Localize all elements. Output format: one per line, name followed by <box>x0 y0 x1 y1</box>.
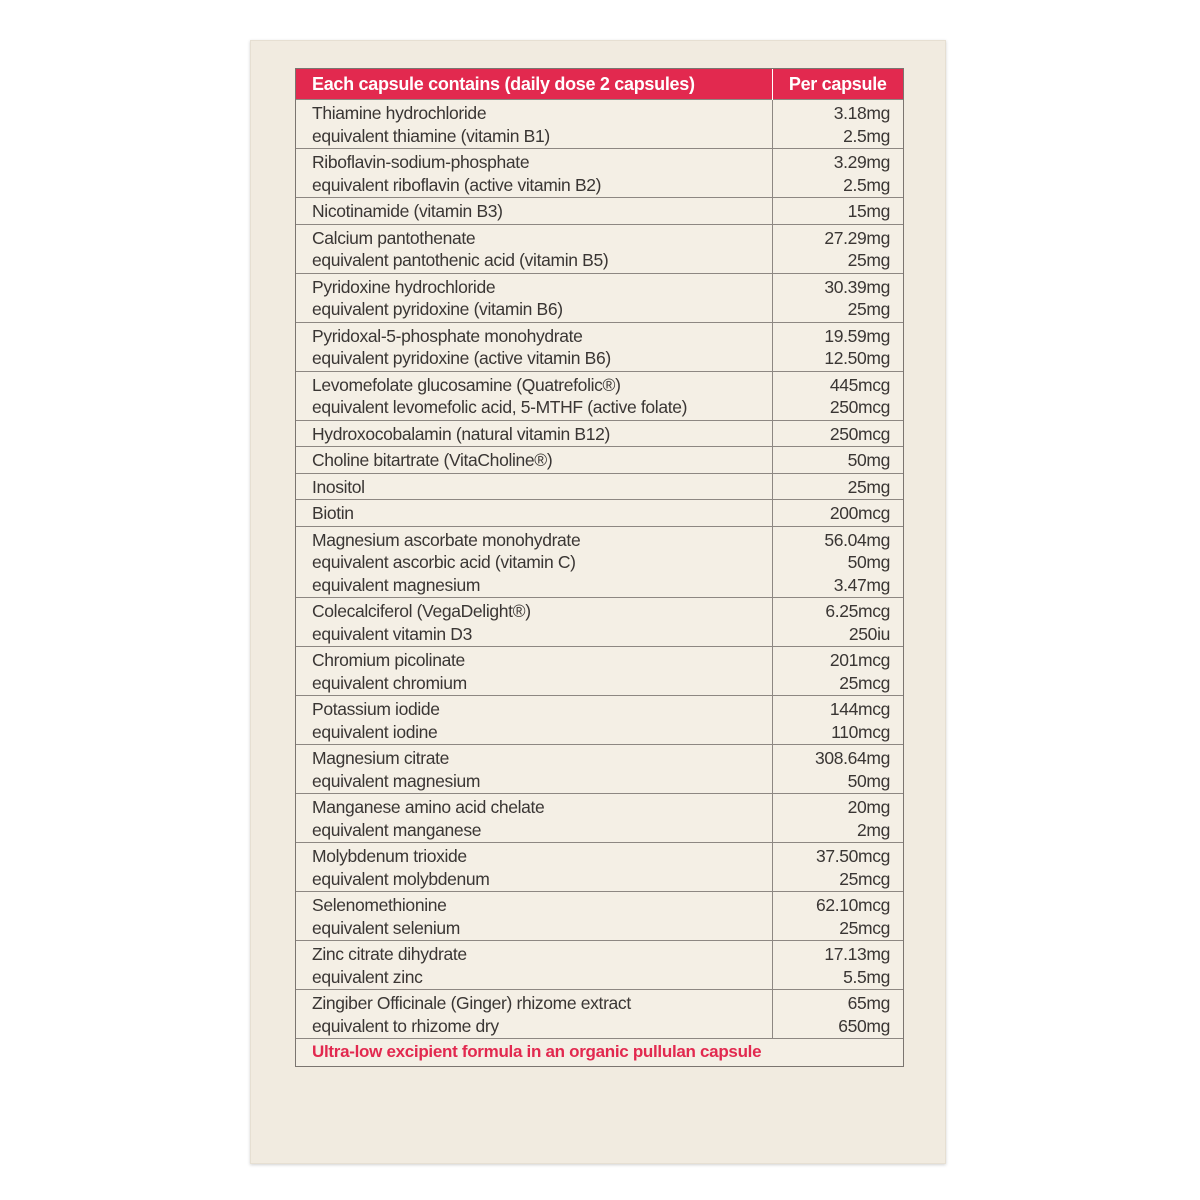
ingredient-name: Levomefolate glucosamine (Quatrefolic®) <box>312 374 621 395</box>
amount-value: 56.04mg <box>824 529 890 550</box>
table-row <box>296 273 903 322</box>
amount-value: 25mg <box>847 299 890 319</box>
amount-value: 50mg <box>847 552 890 572</box>
table-row <box>296 794 903 843</box>
ingredient-equivalent: equivalent magnesium <box>312 574 481 595</box>
amount-value: 200mcg <box>829 503 890 523</box>
ingredient-equivalent: equivalent pyridoxine (vitamin B6) <box>312 299 563 319</box>
table-row <box>296 892 903 941</box>
amount-cell <box>772 500 903 527</box>
ingredient-cell <box>296 696 772 745</box>
ingredient-cell <box>296 598 772 647</box>
ingredient-name: Pyridoxine hydrochloride <box>312 276 496 297</box>
label-panel <box>250 40 946 1164</box>
table-row <box>296 990 903 1039</box>
ingredient-name: Choline bitartrate (VitaCholine®) <box>312 450 553 470</box>
ingredient-cell <box>296 647 772 696</box>
table-row <box>296 447 903 474</box>
amount-cell <box>772 696 903 745</box>
amount-value: 25mcg <box>839 917 890 938</box>
ingredient-name: Biotin <box>312 503 354 523</box>
amount-value: 650mg <box>838 1015 890 1036</box>
ingredient-equivalent: equivalent pantothenic acid (vitamin B5) <box>312 250 609 270</box>
ingredient-name: Riboflavin-sodium-phosphate <box>312 152 530 172</box>
amount-value: 2mg <box>857 819 890 840</box>
table-row <box>296 473 903 500</box>
amount-value: 25mg <box>847 476 890 497</box>
ingredient-name: Zingiber Officinale (Ginger) rhizome extract <box>312 993 631 1013</box>
ingredient-name: Potassium iodide <box>312 699 440 719</box>
ingredient-equivalent: equivalent chromium <box>312 672 467 693</box>
amount-cell <box>772 843 903 892</box>
amount-value: 17.13mg <box>824 944 890 964</box>
ingredient-equivalent: equivalent levomefolic acid, 5-MTHF (active folate) <box>312 397 688 417</box>
ingredient-name: Colecalciferol (VegaDelight®) <box>312 601 531 621</box>
table-row <box>296 100 903 149</box>
ingredient-equivalent: equivalent zinc <box>312 966 423 987</box>
table-row <box>296 420 903 447</box>
ingredient-name: Nicotinamide (vitamin B3) <box>312 201 503 221</box>
ingredient-cell <box>296 892 772 941</box>
table-row <box>296 371 903 420</box>
ingredient-name: Molybdenum trioxide <box>312 846 467 866</box>
ingredient-name: Pyridoxal-5-phosphate monohydrate <box>312 325 583 346</box>
amount-value: 25mcg <box>839 672 890 693</box>
ingredient-cell <box>296 224 772 273</box>
ingredient-cell <box>296 500 772 527</box>
amount-cell <box>772 473 903 500</box>
amount-value: 250mcg <box>829 423 890 444</box>
ingredient-name: Hydroxocobalamin (natural vitamin B12) <box>312 423 610 444</box>
table-row <box>296 647 903 696</box>
ingredient-cell <box>296 941 772 990</box>
amount-value: 445mcg <box>829 374 890 395</box>
table-row <box>296 500 903 527</box>
amount-cell <box>772 990 903 1039</box>
ingredient-name: Magnesium citrate <box>312 748 450 768</box>
amount-value: 12.50mg <box>824 348 890 368</box>
amount-cell <box>772 371 903 420</box>
amount-value: 20mg <box>847 797 890 817</box>
amount-cell <box>772 447 903 474</box>
ingredient-equivalent: equivalent magnesium <box>312 770 481 791</box>
amount-cell <box>772 224 903 273</box>
ingredient-equivalent: equivalent vitamin D3 <box>312 623 472 644</box>
ingredient-name: Magnesium ascorbate monohydrate <box>312 529 581 550</box>
ingredient-cell <box>296 794 772 843</box>
amount-value: 250iu <box>848 623 890 644</box>
header-per-capsule: Per capsule <box>772 69 903 100</box>
amount-cell <box>772 149 903 198</box>
table-row <box>296 696 903 745</box>
ingredient-cell <box>296 745 772 794</box>
amount-value: 201mcg <box>829 650 890 670</box>
table-footer <box>296 1039 903 1067</box>
ingredient-name: Chromium picolinate <box>312 650 465 670</box>
amount-value: 2.5mg <box>843 174 890 195</box>
ingredient-equivalent: equivalent selenium <box>312 917 461 938</box>
ingredient-cell <box>296 371 772 420</box>
amount-cell <box>772 526 903 598</box>
amount-value: 6.25mcg <box>825 601 890 621</box>
amount-cell <box>772 100 903 149</box>
amount-value: 3.29mg <box>833 152 890 172</box>
table-header <box>296 69 903 100</box>
ingredient-name: Zinc citrate dihydrate <box>312 944 467 964</box>
table-row <box>296 198 903 225</box>
table-body <box>296 100 903 1039</box>
table-row <box>296 745 903 794</box>
amount-value: 15mg <box>847 201 890 221</box>
ingredient-cell <box>296 473 772 500</box>
ingredient-equivalent: equivalent to rhizome dry <box>312 1015 499 1036</box>
ingredient-cell <box>296 420 772 447</box>
ingredient-cell <box>296 843 772 892</box>
header-row <box>296 69 903 100</box>
ingredient-equivalent: equivalent molybdenum <box>312 868 490 889</box>
ingredient-equivalent: equivalent ascorbic acid (vitamin C) <box>312 552 576 572</box>
amount-value: 308.64mg <box>814 748 890 768</box>
amount-value: 25mg <box>847 250 890 270</box>
excipient-note: Ultra-low excipient formula in an organic pullulan capsule <box>296 1039 903 1067</box>
amount-cell <box>772 745 903 794</box>
amount-value: 50mg <box>847 450 890 470</box>
ingredient-name: Thiamine hydrochloride <box>312 103 487 123</box>
amount-cell <box>772 420 903 447</box>
table-row <box>296 941 903 990</box>
ingredient-cell <box>296 526 772 598</box>
amount-value: 50mg <box>847 770 890 791</box>
table-row <box>296 322 903 371</box>
amount-value: 27.29mg <box>824 227 890 248</box>
amount-value: 5.5mg <box>843 966 890 987</box>
amount-cell <box>772 198 903 225</box>
amount-value: 19.59mg <box>824 325 890 346</box>
amount-value: 25mcg <box>839 868 890 889</box>
ingredient-name: Inositol <box>312 476 365 497</box>
ingredient-equivalent: equivalent pyridoxine (active vitamin B6) <box>312 348 611 368</box>
table-row <box>296 526 903 598</box>
ingredient-cell <box>296 100 772 149</box>
ingredients-table <box>296 69 903 1066</box>
amount-cell <box>772 598 903 647</box>
ingredient-cell <box>296 990 772 1039</box>
amount-value: 30.39mg <box>824 276 890 297</box>
table-row <box>296 598 903 647</box>
ingredient-equivalent: equivalent manganese <box>312 819 482 840</box>
ingredient-cell <box>296 322 772 371</box>
amount-value: 37.50mcg <box>815 846 890 866</box>
nutrition-table-frame <box>295 68 904 1067</box>
ingredient-cell <box>296 273 772 322</box>
footer-row <box>296 1039 903 1067</box>
amount-value: 250mcg <box>829 397 890 417</box>
amount-cell <box>772 322 903 371</box>
table-row <box>296 843 903 892</box>
header-ingredient: Each capsule contains (daily dose 2 capsules) <box>296 69 772 100</box>
ingredient-cell <box>296 198 772 225</box>
amount-value: 144mcg <box>829 699 890 719</box>
amount-cell <box>772 273 903 322</box>
ingredient-equivalent: equivalent thiamine (vitamin B1) <box>312 125 550 146</box>
amount-value: 3.18mg <box>833 103 890 123</box>
ingredient-cell <box>296 149 772 198</box>
ingredient-cell <box>296 447 772 474</box>
amount-value: 2.5mg <box>843 125 890 146</box>
ingredient-equivalent: equivalent riboflavin (active vitamin B2) <box>312 174 602 195</box>
amount-value: 3.47mg <box>833 574 890 595</box>
amount-cell <box>772 647 903 696</box>
amount-value: 65mg <box>847 993 890 1013</box>
ingredient-name: Calcium pantothenate <box>312 227 476 248</box>
ingredient-equivalent: equivalent iodine <box>312 721 438 742</box>
amount-cell <box>772 941 903 990</box>
amount-value: 110mcg <box>831 721 890 742</box>
amount-cell <box>772 892 903 941</box>
ingredient-name: Selenomethionine <box>312 895 447 915</box>
table-row <box>296 224 903 273</box>
amount-cell <box>772 794 903 843</box>
amount-value: 62.10mcg <box>815 895 890 915</box>
ingredient-name: Manganese amino acid chelate <box>312 797 545 817</box>
table-row <box>296 149 903 198</box>
